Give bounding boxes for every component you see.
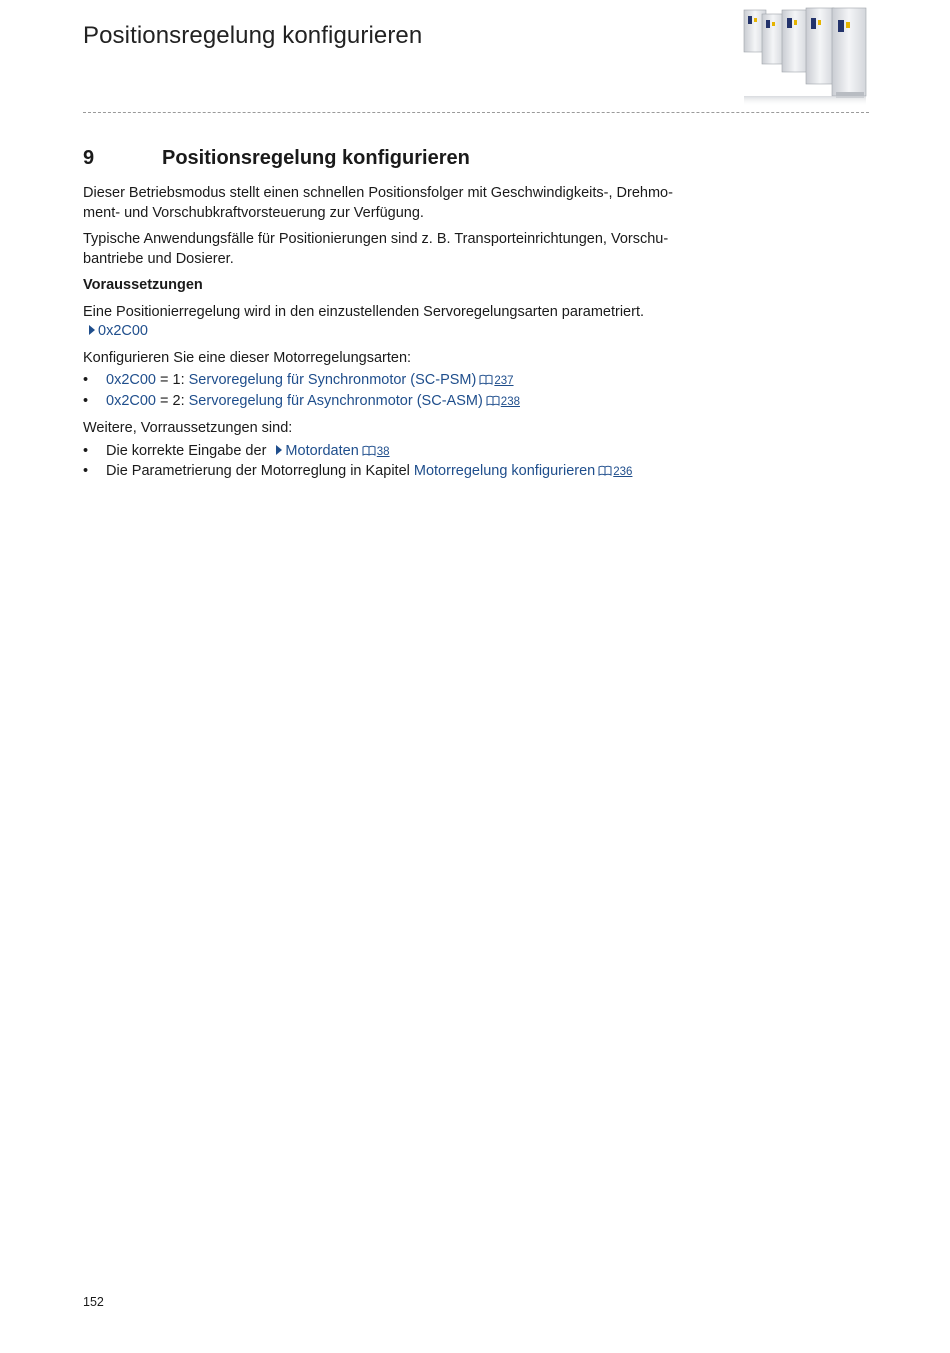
product-image [740,4,870,106]
chapter-number: 9 [83,147,95,169]
drive-unit-5 [832,8,866,98]
page-number: 152 [83,1295,104,1309]
intro-paragraph-2 [83,230,703,269]
chapter-title: Positionsregelung konfigurieren [162,147,470,169]
intro-paragraph-2-line-2: bantriebe und Dosierer. [83,250,234,267]
prerequisites-text: Eine Positionierregelung wird in den einzustellenden Servoregelungsarten parametriert. [83,303,644,320]
link-servoregelung-synchronmotor[interactable]: Servoregelung für Synchronmotor (SC-PSM) [188,372,477,388]
arrow-right-icon [89,325,95,335]
config-list [83,371,703,412]
list-item [83,442,703,463]
list-item [83,371,703,392]
chapter-body [83,184,703,490]
prerequisites-heading: Voraussetzungen [83,277,203,293]
chapter-heading [83,147,470,170]
book-icon [486,395,500,406]
list-item-text: Die korrekte Eingabe der [106,442,271,459]
intro-paragraph-2-line-1: Typische Anwendungsfälle für Positionierungen sind z. B. Transporteinrichtungen, Vorschu- [83,231,669,247]
link-servoregelung-asynchronmotor[interactable]: Servoregelung für Asynchronmotor (SC-ASM) [188,392,483,409]
further-list [83,442,703,483]
page-reference[interactable]: 238 [500,395,520,408]
further-intro: Weitere, Vorraussetzungen sind: [83,420,293,436]
link-motorregelung-konfigurieren[interactable]: Motorregelung konfigurieren [413,463,596,479]
param-link-0x2c00[interactable]: 0x2C00 [98,323,148,339]
book-icon [479,374,493,385]
page-reference[interactable]: 38 [376,445,390,458]
drive-unit-2 [762,14,784,64]
page-reference[interactable]: 237 [494,375,514,387]
book-icon [598,465,612,476]
list-item [83,462,703,483]
param-value: = 1: [155,372,189,388]
intro-paragraph-1: Dieser Betriebsmodus stellt einen schnellen Positionsfolger mit Geschwindigkeits-, Drehmo-ment- und Vorschubkraftvorsteuerung zur Verfügung. [83,185,673,221]
list-item-text: Die Parametrierung der Motorreglung in Kapitel [106,463,414,479]
list-item [83,392,703,413]
arrow-right-icon [276,445,282,455]
drive-unit-4 [806,8,834,84]
running-header-title: Positionsregelung konfigurieren [83,22,423,49]
header-divider [83,112,869,113]
config-intro: Konfigurieren Sie eine dieser Motorregelungsarten: [83,349,412,366]
param-link-0x2c00[interactable]: 0x2C00 [106,392,156,409]
book-icon [362,445,376,456]
page-reference[interactable]: 236 [613,466,633,478]
drive-unit-3 [782,10,808,72]
prerequisites-param-ref [83,322,703,342]
param-value: = 2: [155,392,189,409]
link-motordaten[interactable]: Motordaten [285,442,359,459]
param-link-0x2c00[interactable]: 0x2C00 [106,372,156,388]
